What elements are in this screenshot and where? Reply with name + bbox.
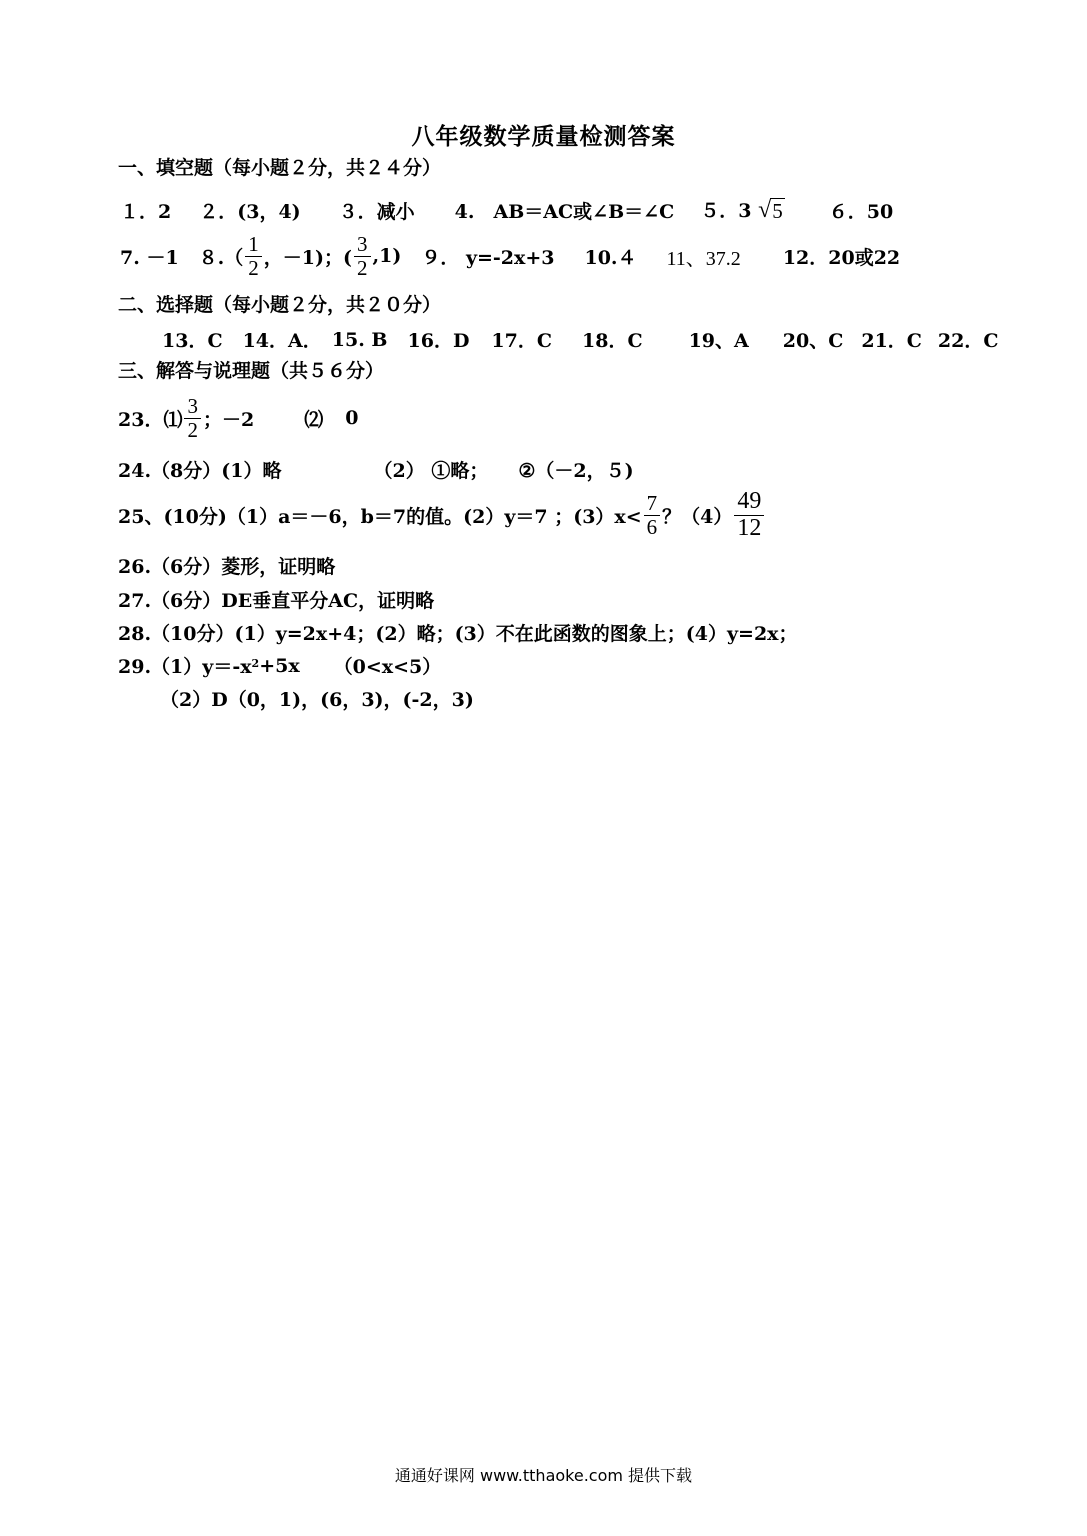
fraction-one-half: $\frac{1}{2}$ [245,233,262,278]
answer-10: 10.４ [584,246,637,269]
choice-14: 14．A． [242,330,322,352]
choice-17: 17．C [491,330,552,352]
fraction-three-halves: $\frac{3}{2}$ [184,395,201,440]
answer-28: 28.（10分）(1）y=2x+4；(2）略；(3）不在此函数的图象上；(4）y=2x； [118,623,798,645]
answer-8: ８.（ $\frac{1}{2}$ ，－1)；( $\frac{3}{2}$ ,1) [198,232,402,280]
fraction-three-halves: $\frac{3}{2}$ [354,233,371,278]
choice-21: 21．C [861,330,922,352]
answer-1: １．2 [120,200,172,223]
answer-6: ６．50 [828,200,894,223]
page-title: 八年级数学质量检测答案 [411,123,676,150]
answer-5: ５．3 √ 5 [700,197,783,223]
answer-23: 23．⑴ $\frac{3}{2}$ ；－2 ⑵ 0 [118,394,359,442]
answer-25: 25、(10分)（1）a＝－6，b＝7的值。(2）y＝7 ；(3）x< $\frac{7}{6}$ ？（4） $\frac{49}{12}$ [118,485,766,545]
page-footer: 通通好课网 www.tthaoke.com 提供下载 [394,1466,693,1485]
answer-27: 27.（6分）DE垂直平分AC，证明略 [118,590,435,612]
section-solution-heading: 三、解答与说理题（共５６分） [118,360,385,382]
answer-11: 11、37.2 [666,247,741,270]
fill-in-row-1 [120,196,893,224]
answer-9: ９． y=-2x+3 [421,246,555,269]
choice-13: 13．C [162,330,223,352]
answer-3: ３．减小 [338,200,415,223]
answer-4: 4. AB＝AC或∠B＝∠C [454,200,675,223]
fraction-seven-sixths: $\frac{7}{6}$ [644,492,661,537]
choice-20: 20、C [782,330,844,352]
choice-16: 16．D [407,330,470,352]
choice-answers-row [162,326,999,353]
fraction-49-over-12: $\frac{49}{12}$ [734,489,764,540]
answer-29-part-1: 29.（1）y＝-x $^2$ +5x （0<x<5） [118,654,442,678]
answer-29-part-2: （2）D（0，1)，(6，3)，(-2，3) [160,689,474,711]
section-fill-in-heading: 一、填空题（每小题２分，共２４分） [118,157,442,179]
fill-in-row-2 [120,226,900,286]
choice-18: 18．C [582,330,643,352]
choice-22: 22．C [937,330,999,352]
answer-26: 26.（6分）菱形，证明略 [118,556,336,578]
answer-2: ２．(3，4) [199,200,301,223]
answer-24: 24.（8分）(1）略 （2） ①略； ②（－2，５) [118,460,634,482]
choice-15: 15. B [331,328,388,351]
choice-19: 19、A [688,330,749,352]
answer-12: 12．20或22 [782,246,901,269]
answer-7: 7. －1 [120,246,179,269]
section-choice-heading: 二、选择题（每小题２分，共２０分） [118,294,442,316]
sqrt-symbol: √ 5 [758,197,783,223]
